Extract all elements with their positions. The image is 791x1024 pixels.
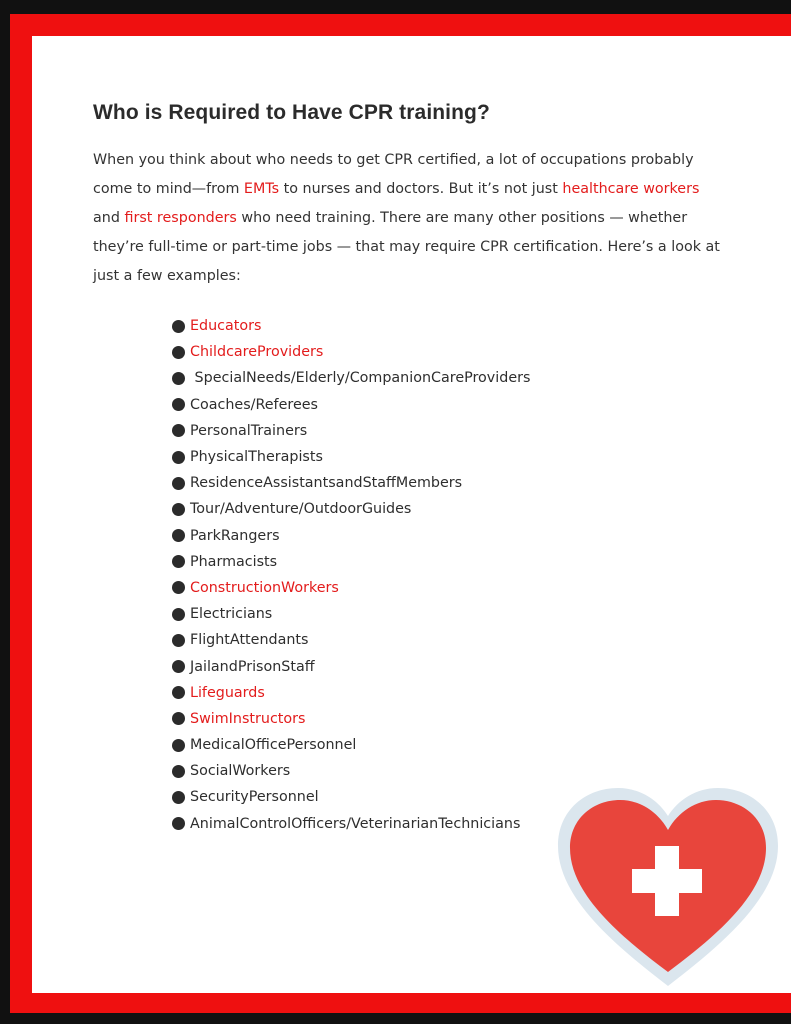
paragraph-text: come to mind—from	[93, 181, 244, 197]
paragraph-text: and	[93, 210, 125, 226]
paragraph-text: who need training. There are many other positions — whether	[236, 210, 688, 226]
paragraph-line-4: they’re full-time or part-time jobs — that may require CPR certification. Here’s a look at	[93, 239, 720, 255]
list-item	[172, 496, 530, 522]
list-item-label: PersonalTrainers	[190, 422, 308, 439]
list-item-label: Coaches/Referees	[190, 396, 318, 413]
list-item-link[interactable]: SwimInstructors	[190, 710, 306, 727]
paragraph-line-2	[93, 175, 733, 204]
bullet-icon	[172, 739, 185, 752]
bullet-icon	[172, 555, 185, 568]
list-item	[172, 470, 530, 496]
bullet-icon	[172, 451, 185, 464]
list-item	[172, 444, 530, 470]
intro-paragraph	[93, 146, 733, 291]
bullet-icon	[172, 791, 185, 804]
list-item[interactable]	[172, 339, 530, 365]
list-item-label: ResidenceAssistantsandStaffMembers	[190, 475, 463, 492]
list-item-label: Tour/Adventure/OutdoorGuides	[190, 501, 412, 518]
bullet-icon	[172, 346, 185, 359]
list-item[interactable]	[172, 313, 530, 339]
list-item-label: AnimalControlOfficers/VeterinarianTechnicians	[190, 815, 521, 832]
list-item-link[interactable]: ConstructionWorkers	[190, 579, 339, 596]
list-item	[172, 549, 530, 575]
list-item-label: PhysicalTherapists	[190, 449, 323, 466]
bullet-icon	[172, 477, 185, 490]
list-item-label: SecurityPersonnel	[190, 789, 319, 806]
paragraph-line-1: When you think about who needs to get CPR certified, a lot of occupations probably	[93, 152, 694, 168]
list-item-label: ParkRangers	[190, 527, 280, 544]
list-item-label: Pharmacists	[190, 553, 278, 570]
bullet-icon	[172, 608, 185, 621]
list-item	[172, 601, 530, 627]
list-item	[172, 811, 530, 837]
list-item	[172, 653, 530, 679]
cross-horizontal	[632, 869, 702, 893]
list-item	[172, 732, 530, 758]
paragraph-line-3	[93, 204, 733, 233]
bullet-icon	[172, 765, 185, 778]
paragraph-line-5: just a few examples:	[93, 268, 241, 284]
list-item	[172, 758, 530, 784]
section-heading: Who is Required to Have CPR training?	[93, 101, 490, 124]
list-item-label: FlightAttendants	[190, 632, 309, 649]
list-item	[172, 627, 530, 653]
bullet-icon	[172, 686, 185, 699]
bullet-icon	[172, 503, 185, 516]
list-item-label: MedicalOfficePersonnel	[190, 737, 357, 754]
list-item-label: SpecialNeeds/Elderly/CompanionCareProviders	[190, 370, 531, 387]
list-item-link[interactable]: ChildcareProviders	[190, 344, 324, 361]
list-item-link[interactable]: Educators	[190, 318, 262, 335]
list-item	[172, 365, 530, 391]
healthcare-workers-link[interactable]: healthcare workers	[562, 181, 700, 197]
bullet-icon	[172, 817, 185, 830]
list-item[interactable]	[172, 575, 530, 601]
bullet-icon	[172, 660, 185, 673]
bullet-icon	[172, 529, 185, 542]
list-item-label: JailandPrisonStaff	[190, 658, 315, 675]
heart-medical-cross-icon	[556, 786, 780, 990]
list-item-link[interactable]: Lifeguards	[190, 684, 265, 701]
list-item[interactable]	[172, 680, 530, 706]
bullet-icon	[172, 581, 185, 594]
occupation-list	[172, 313, 530, 837]
first-responders-link[interactable]: first responders	[124, 210, 237, 226]
list-item	[172, 392, 530, 418]
bullet-icon	[172, 424, 185, 437]
bullet-icon	[172, 398, 185, 411]
bullet-icon	[172, 320, 185, 333]
bullet-icon	[172, 712, 185, 725]
list-item-label: Electricians	[190, 606, 273, 623]
emts-link[interactable]: EMTs	[243, 181, 280, 197]
list-item	[172, 418, 530, 444]
bullet-icon	[172, 372, 185, 385]
list-item	[172, 784, 530, 810]
bullet-icon	[172, 634, 185, 647]
list-item[interactable]	[172, 706, 530, 732]
list-item	[172, 523, 530, 549]
list-item-label: SocialWorkers	[190, 763, 291, 780]
paragraph-text: to nurses and doctors. But it’s not just	[279, 181, 563, 197]
